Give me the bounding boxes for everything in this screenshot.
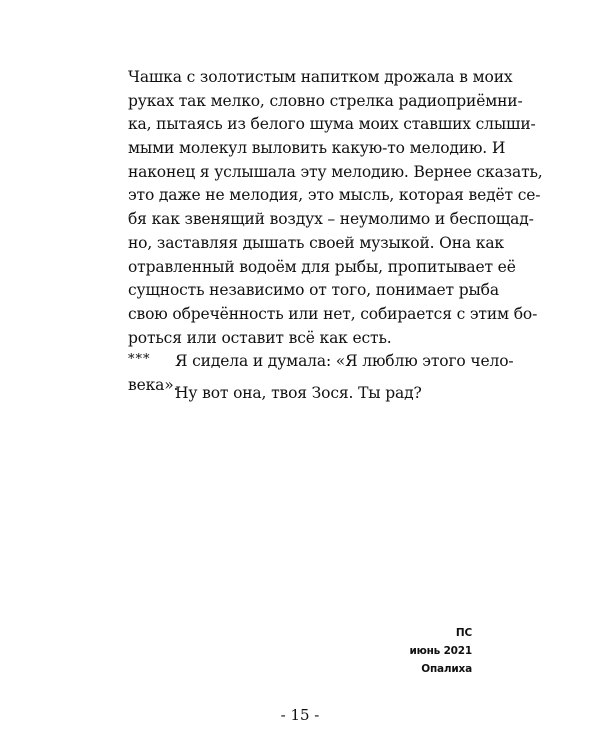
text-line: отравленный водоём для рыбы, пропитывает её — [128, 257, 516, 276]
text-line: сущность независимо от того, понимает рыба — [128, 281, 499, 300]
text-line: это даже не мелодия, это мысль, которая ведёт се- — [128, 186, 541, 205]
text-line: роться или оставит всё как есть. — [128, 328, 392, 347]
text-line: но, заставляя дышать своей музыкой. Она как — [128, 233, 504, 252]
text-line: свою обречённость или нет, собирается с этим бо- — [128, 304, 538, 323]
signature-place: Опалиха — [421, 663, 472, 675]
text-line: руках так мелко, словно стрелка радиоприёмни- — [128, 91, 523, 110]
section-separator: *** — [128, 352, 151, 367]
signature-date: июнь 2021 — [409, 645, 472, 657]
text-line: Я сидела и думала: «Я люблю этого чело- — [175, 352, 514, 371]
text-line: века». — [128, 375, 179, 394]
text-line: Чашка с золотистым напитком дрожала в моих — [128, 68, 513, 86]
main-text — [128, 66, 543, 398]
signature-block — [409, 624, 472, 678]
text-line: наконец я услышала эту мелодию. Вернее сказать, — [128, 162, 543, 181]
text-line: мыми молекул выловить какую-то мелодию. И — [128, 139, 506, 158]
closing-line: Ну вот она, твоя Зося. Ты рад? — [175, 384, 422, 402]
signature-initials: ПС — [455, 627, 472, 639]
page-number: - 15 - — [280, 706, 320, 724]
text-line: бя как звенящий воздух – неумолимо и беспощад- — [128, 210, 534, 229]
text-line: ка, пытаясь из белого шума моих ставших слыши- — [128, 115, 536, 134]
